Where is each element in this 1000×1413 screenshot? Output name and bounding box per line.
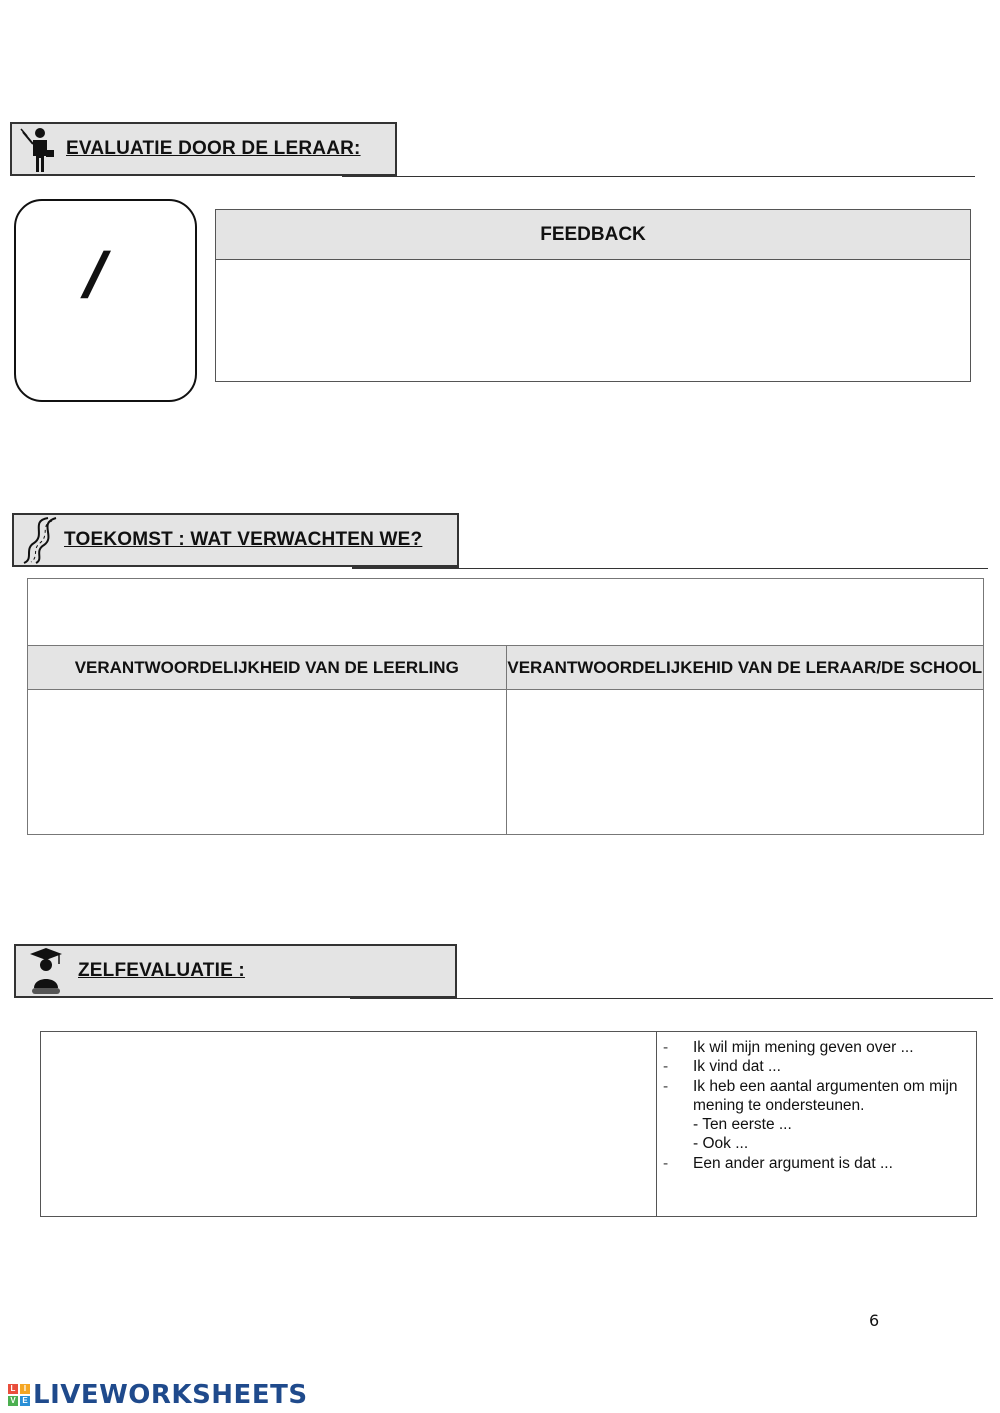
self-evaluation-title: ZELFEVALUATIE : xyxy=(78,960,245,981)
logo-block: E xyxy=(20,1396,30,1406)
logo-block: V xyxy=(8,1396,18,1406)
future-title: TOEKOMST : WAT VERWACHTEN WE? xyxy=(64,529,423,550)
future-header xyxy=(12,513,459,567)
table-body-row xyxy=(28,690,983,834)
logo-block: I xyxy=(20,1384,30,1394)
evaluation-rule-accent xyxy=(342,175,397,177)
feedback-heading: FEEDBACK xyxy=(216,210,970,260)
table-header-row xyxy=(28,646,983,690)
logo-blocks-icon xyxy=(8,1384,30,1406)
phrase-subitem: - Ook ... xyxy=(693,1135,749,1153)
phrase-item: - Ik heb een aantal argumenten om mijn mening te ondersteunen. xyxy=(693,1077,968,1116)
self-evaluation-header xyxy=(14,944,457,998)
student-responsibility-cell[interactable] xyxy=(28,690,506,834)
graduate-icon xyxy=(24,946,68,996)
feedback-box xyxy=(215,209,971,382)
liveworksheets-logo[interactable] xyxy=(8,1380,308,1410)
score-mark: / xyxy=(80,238,107,311)
future-rule-accent xyxy=(352,567,459,569)
feedback-body[interactable] xyxy=(216,260,970,381)
brand-name: LIVEWORKSHEETS xyxy=(33,1380,308,1410)
phrase-item: - Ik vind dat ... xyxy=(693,1057,968,1076)
self-evaluation-rule xyxy=(457,998,993,999)
self-evaluation-writing-cell[interactable] xyxy=(41,1032,657,1216)
phrase-item: - Een ander argument is dat ... xyxy=(693,1154,968,1173)
score-box[interactable] xyxy=(14,199,197,402)
evaluation-header xyxy=(10,122,397,176)
phrase-help-cell xyxy=(657,1032,976,1216)
student-responsibility-header: VERANTWOORDELIJKHEID VAN DE LEERLING xyxy=(74,658,459,677)
future-rule xyxy=(459,568,988,569)
road-icon xyxy=(18,515,62,565)
teacher-responsibility-header: VERANTWOORDELIJKEHID VAN DE LERAAR/DE SCHOOL xyxy=(506,646,984,689)
phrase-subitem: - Ten eerste ... xyxy=(693,1116,792,1134)
self-evaluation-rule-accent xyxy=(350,997,457,999)
responsibility-table xyxy=(27,578,984,835)
teacher-icon xyxy=(16,124,60,174)
evaluation-rule xyxy=(397,176,975,177)
self-evaluation-table xyxy=(40,1031,977,1217)
phrase-list xyxy=(693,1038,968,1173)
logo-block: L xyxy=(8,1384,18,1394)
phrase-item: - Ik wil mijn mening geven over ... xyxy=(693,1038,968,1057)
teacher-responsibility-cell[interactable] xyxy=(506,690,984,834)
page-number: 6 xyxy=(869,1311,880,1330)
expectation-cell[interactable] xyxy=(28,579,983,646)
evaluation-title: EVALUATIE DOOR DE LERAAR: xyxy=(66,138,361,159)
